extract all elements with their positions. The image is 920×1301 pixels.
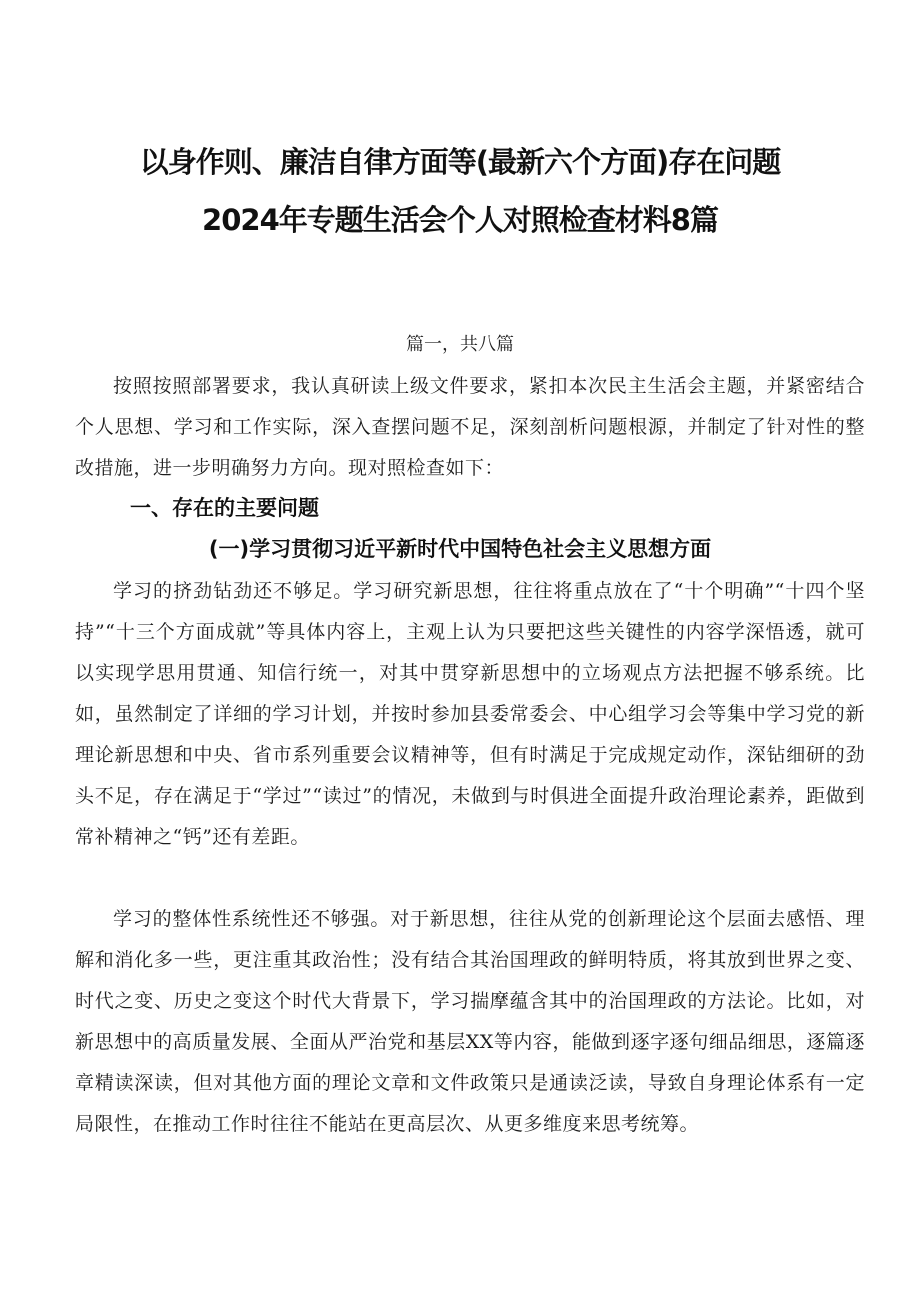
subsection-heading: (一)学习贯彻习近平新时代中国特色社会主义思想方面 (208, 537, 712, 561)
document-title-line-2: 2024年专题生活会个人对照检查材料8篇 (202, 203, 718, 237)
body-paragraph-1: 学习的挤劲钻劲还不够足。学习研究新思想，往往将重点放在了“十个明确”“十四个坚持”“十三个方面成就”等具体内容上，主观上认为只要把这些关键性的内容学深悟透，就可以实现学思用贯通、知信行统一，对其中贯穿新思想中的立场观点方法把握不够系统。比如，虽然制定了详细的学习计划，并按时参加县委常委会、中心组学习会等集中学习党的新理论新思想和中央、省市系列重要会议精神等，但有时满足于完成规定动作，深钻细研的劲头不足，存在满足于“学过”“读过”的情况，未做到与时俱进全面提升政治理论素养，距做到常补精神之“钙”还有差距。 (75, 580, 865, 848)
part-label: 篇一，共八篇 (406, 334, 514, 355)
section-heading: 一、存在的主要问题 (130, 496, 319, 520)
body-paragraph-2: 学习的整体性系统性还不够强。对于新思想，往往从党的创新理论这个层面去感悟、理解和消化多一些，更注重其政治性；没有结合其治国理政的鲜明特质，将其放到世界之变、时代之变、历史之变这个时代大背景下，学习揣摩蕴含其中的治国理政的方法论。比如，对新思想中的高质量发展、全面从严治党和基层XX等内容，能做到逐字逐句细品细思，逐篇逐章精读深读，但对其他方面的理论文章和文件政策只是通读泛读，导致自身理论体系有一定局限性，在推动工作时往往不能站在更高层次、从更多维度来思考统筹。 (75, 908, 865, 1135)
document-title-line-1: 以身作则、廉洁自律方面等(最新六个方面)存在问题 (139, 145, 781, 179)
intro-paragraph: 按照按照部署要求，我认真研读上级文件要求，紧扣本次民主生活会主题，并紧密结合个人思想、学习和工作实际，深入查摆问题不足，深刻剖析问题根源，并制定了针对性的整改措施，进一步明确努力方向。现对照检查如下： (75, 375, 865, 479)
